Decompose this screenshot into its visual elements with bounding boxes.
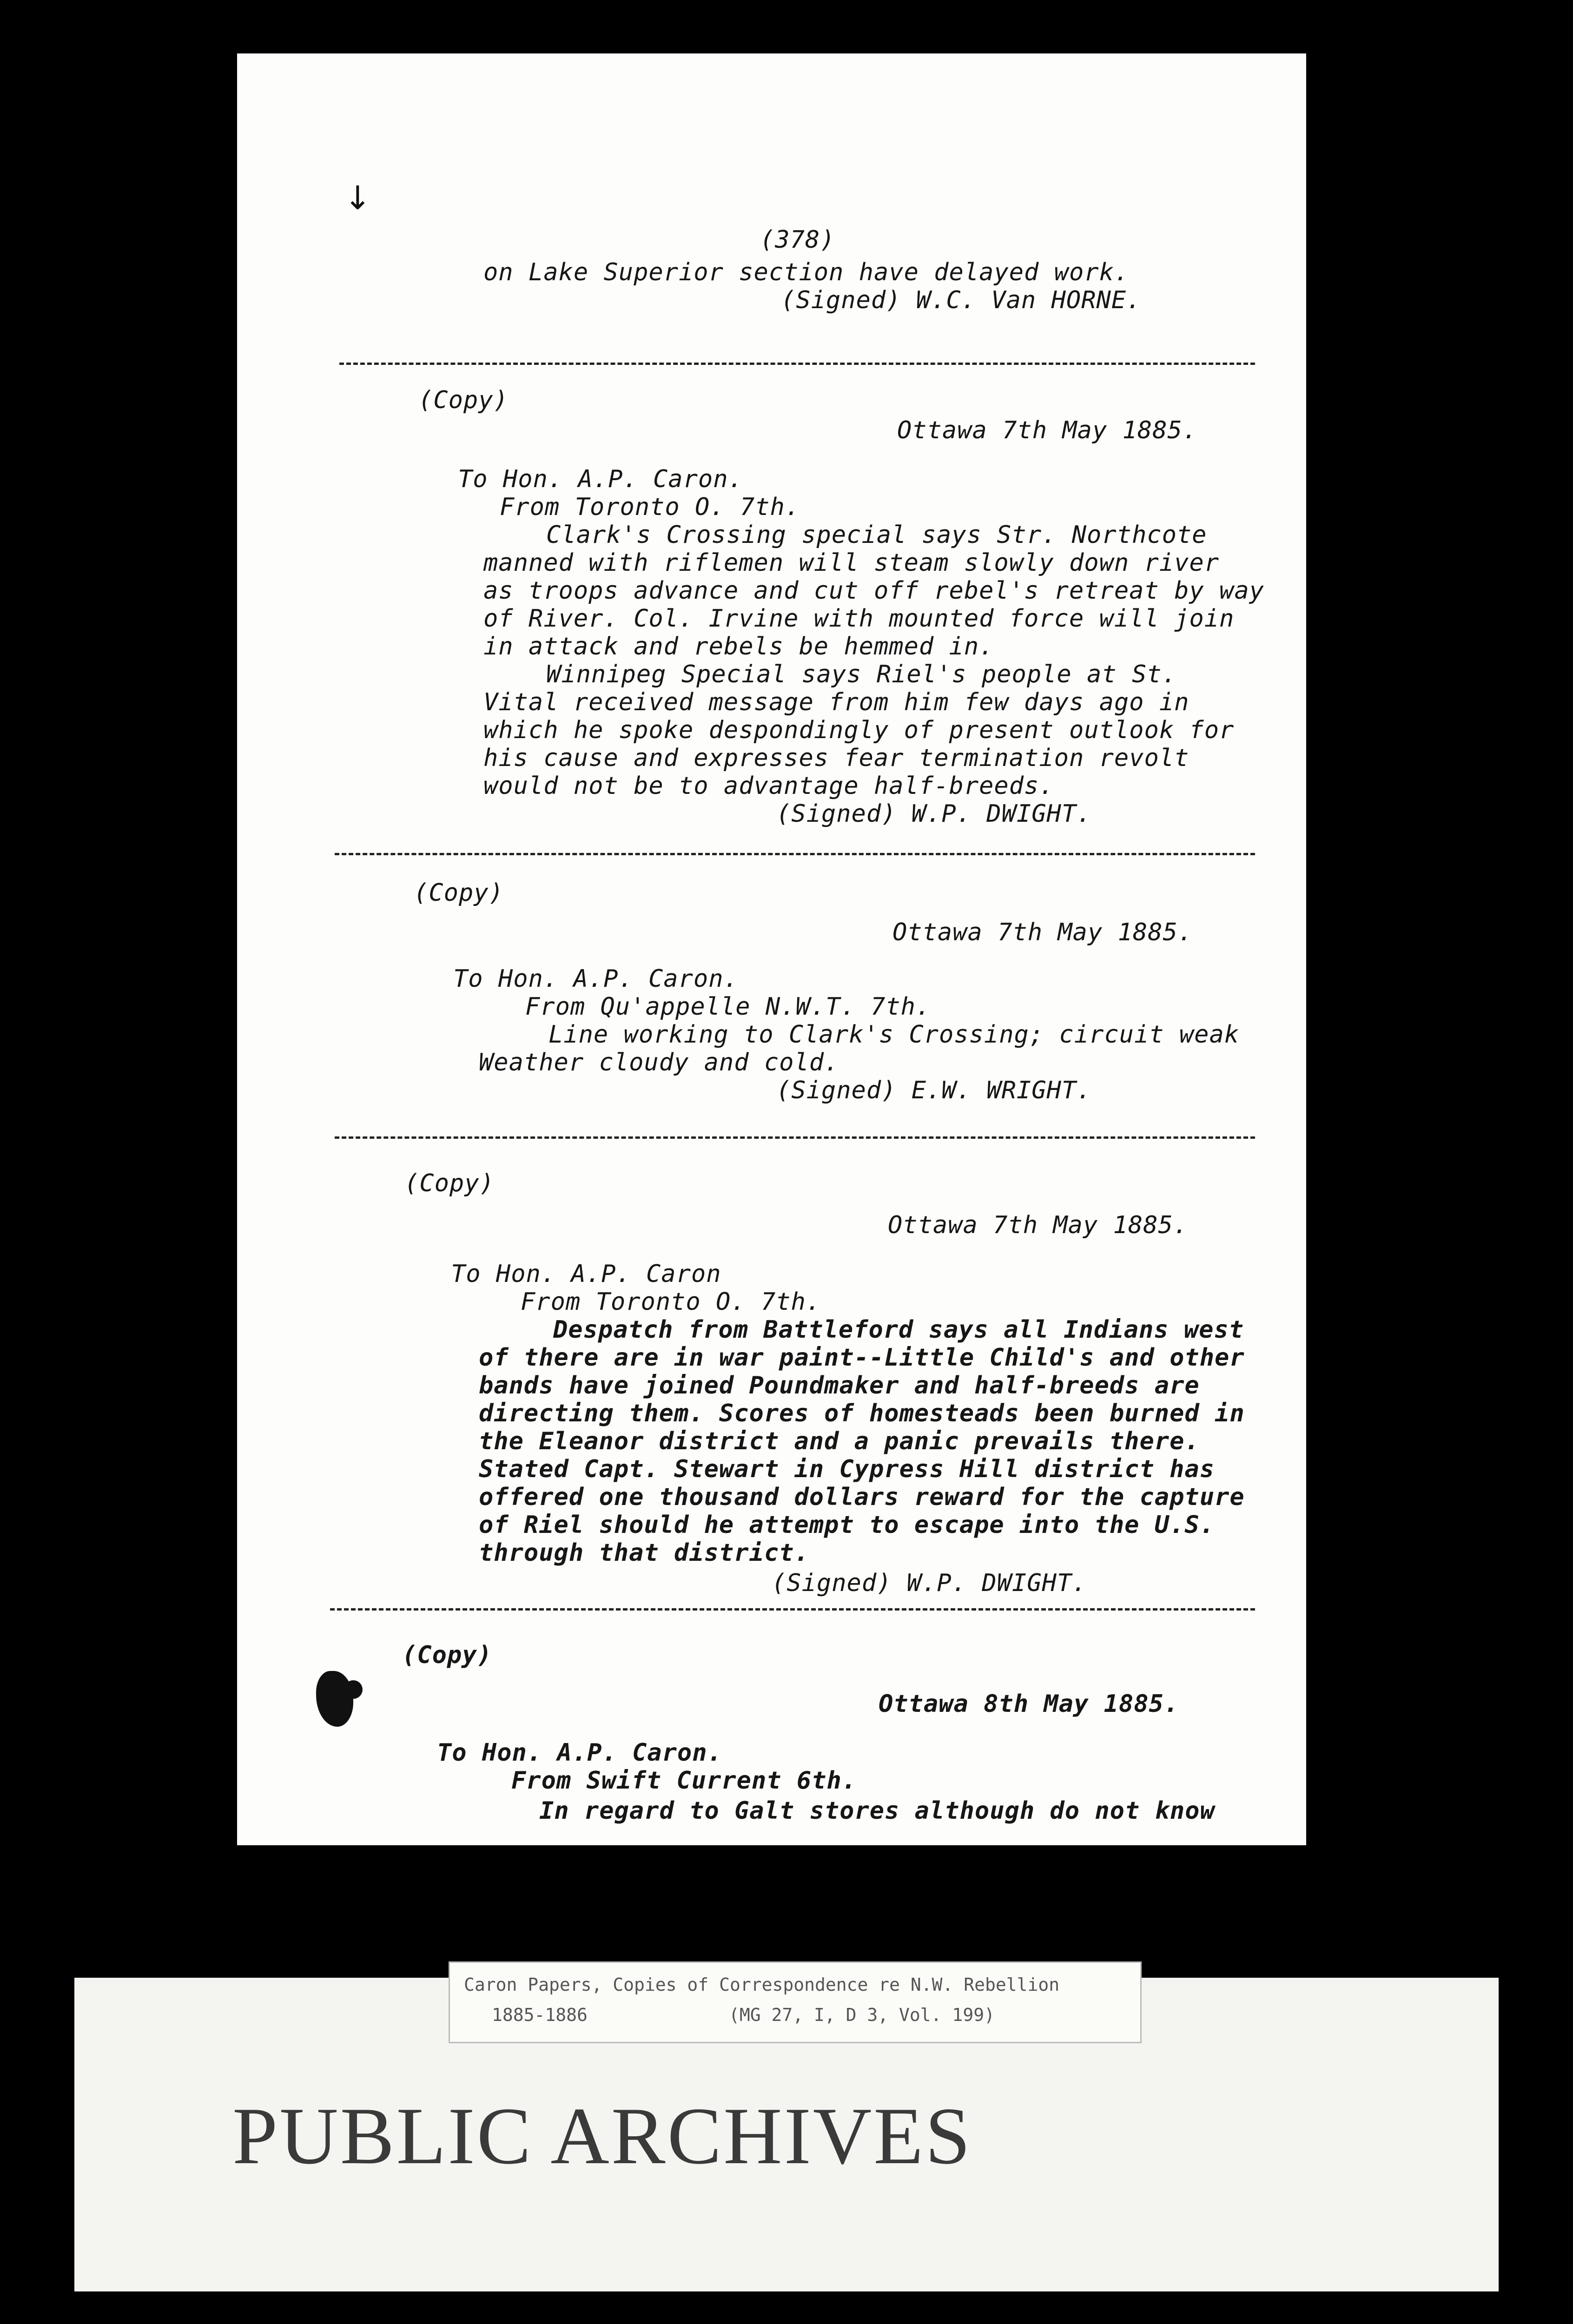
body-line: of there are in war paint--Little Child's and other bbox=[479, 1344, 1245, 1372]
separator bbox=[335, 853, 1255, 855]
archive-label-line: Caron Papers, Copies of Correspondence re N.W. Rebellion bbox=[464, 1974, 1060, 1995]
origin: From Qu'appelle N.W.T. 7th. bbox=[525, 993, 931, 1021]
signature: (Signed) W.P. DWIGHT. bbox=[776, 800, 1092, 828]
body-line: bands have joined Poundmaker and half-breeds are bbox=[479, 1372, 1200, 1400]
copy-label: (Copy) bbox=[418, 386, 509, 414]
dateline: Ottawa 7th May 1885. bbox=[897, 416, 1198, 444]
signature: (Signed) E.W. WRIGHT. bbox=[776, 1076, 1092, 1104]
body-line: in attack and rebels be hemmed in. bbox=[483, 633, 994, 660]
dateline: Ottawa 7th May 1885. bbox=[892, 918, 1193, 946]
origin: From Swift Current 6th. bbox=[511, 1767, 857, 1795]
page-number: (378) bbox=[760, 226, 835, 254]
archive-label-years: 1885-1886 bbox=[492, 2005, 588, 2025]
body-line: Winnipeg Special says Riel's people at St. bbox=[546, 660, 1177, 688]
body-line: Clark's Crossing special says Str. Northcote bbox=[546, 521, 1207, 549]
public-archives-stamp bbox=[232, 2089, 972, 2183]
signature: (Signed) W.P. DWIGHT. bbox=[772, 1569, 1087, 1597]
archive-label-card bbox=[449, 1961, 1142, 2043]
body-line: through that district. bbox=[479, 1539, 809, 1567]
body-line: of River. Col. Irvine with mounted force will join bbox=[483, 605, 1235, 633]
origin: From Toronto O. 7th. bbox=[521, 1288, 821, 1316]
dateline: Ottawa 8th May 1885. bbox=[879, 1690, 1179, 1718]
continuation-line: on Lake Superior section have delayed work. bbox=[483, 258, 1130, 286]
addressee: To Hon. A.P. Caron. bbox=[453, 965, 739, 993]
body-line: Line working to Clark's Crossing; circuit weak bbox=[549, 1021, 1240, 1049]
archive-label-reference: (MG 27, I, D 3, Vol. 199) bbox=[729, 2005, 995, 2025]
separator bbox=[335, 1136, 1255, 1139]
body-line: Vital received message from him few days ago in bbox=[483, 688, 1190, 716]
body-line: would not be to advantage half-breeds. bbox=[483, 772, 1054, 800]
separator bbox=[339, 363, 1255, 365]
ink-mark: ↓ bbox=[344, 179, 371, 217]
body-line: which he spoke despondingly of present outlook for bbox=[483, 716, 1235, 744]
body-line: his cause and expresses fear termination revolt bbox=[483, 744, 1190, 772]
addressee: To Hon. A.P. Caron bbox=[451, 1260, 721, 1288]
body-line: of Riel should he attempt to escape into the U.S. bbox=[479, 1511, 1215, 1539]
copy-label: (Copy) bbox=[402, 1641, 492, 1669]
stamp-text: PUBLIC ARCHIVES bbox=[232, 2091, 972, 2181]
body-line: as troops advance and cut off rebel's retreat by way bbox=[483, 577, 1264, 605]
continuation-signature: (Signed) W.C. Van HORNE. bbox=[781, 286, 1142, 314]
ink-blot bbox=[316, 1671, 353, 1727]
body-line: directing them. Scores of homesteads been burned in bbox=[479, 1400, 1245, 1427]
addressee: To Hon. A.P. Caron. bbox=[458, 465, 743, 493]
body-line: Despatch from Battleford says all Indians west bbox=[553, 1316, 1244, 1344]
body-line: the Eleanor district and a panic prevails there. bbox=[479, 1427, 1200, 1455]
addressee: To Hon. A.P. Caron. bbox=[437, 1739, 722, 1767]
body-line: In regard to Galt stores although do not know bbox=[539, 1797, 1215, 1825]
copy-label: (Copy) bbox=[404, 1169, 495, 1197]
origin: From Toronto O. 7th. bbox=[500, 493, 800, 521]
body-line: Weather cloudy and cold. bbox=[479, 1049, 839, 1076]
body-line: manned with riflemen will steam slowly down river bbox=[483, 549, 1220, 577]
copy-label: (Copy) bbox=[414, 879, 504, 907]
document-page bbox=[237, 53, 1306, 1845]
dateline: Ottawa 7th May 1885. bbox=[888, 1211, 1189, 1239]
body-line: offered one thousand dollars reward for the capture bbox=[479, 1483, 1245, 1511]
body-line: Stated Capt. Stewart in Cypress Hill district has bbox=[479, 1455, 1215, 1483]
separator bbox=[330, 1608, 1255, 1611]
